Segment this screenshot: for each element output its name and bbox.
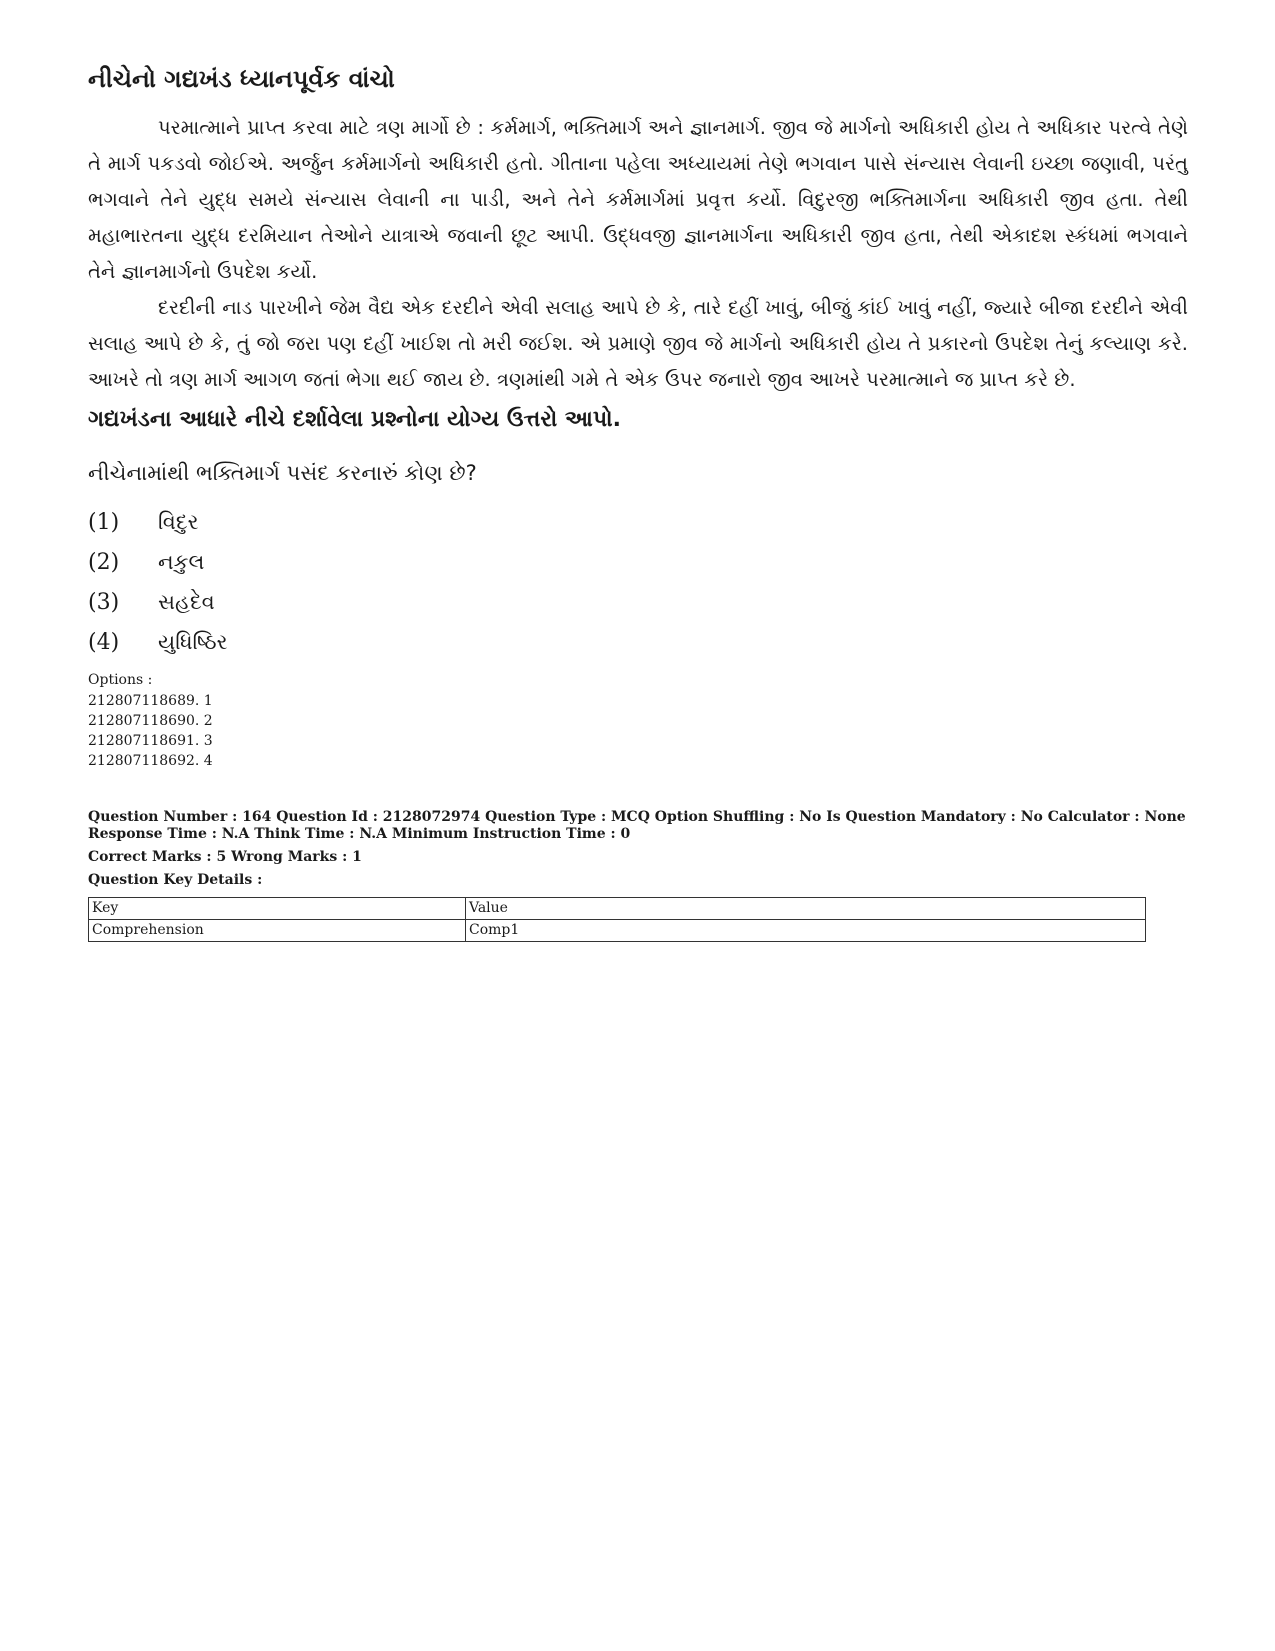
option-id-1: 212807118689. 1 — [88, 693, 213, 709]
question-page — [88, 62, 1188, 942]
table-header-value: Value — [466, 898, 1146, 920]
choice-number: (4) — [88, 629, 120, 655]
table-header-key: Key — [89, 898, 466, 920]
options-list — [88, 670, 1188, 771]
choice-number: (1) — [88, 509, 120, 535]
answer-choices — [88, 502, 1188, 662]
question-text: નીચેનામાંથી ભક્તિમાર્ગ પસંદ કરનારું કોણ છે? — [88, 461, 477, 485]
metadata-line-2: Response Time : N.A Think Time : N.A Minimum Instruction Time : 0 — [88, 826, 631, 842]
option-id-3: 212807118691. 3 — [88, 733, 213, 749]
answer-choice-4 — [88, 622, 1188, 662]
choice-label: સહદેવ — [158, 589, 215, 614]
answer-choice-1 — [88, 502, 1188, 542]
answer-choice-2 — [88, 542, 1188, 582]
instruction-heading: ગદ્યખંડના આધારે નીચે દર્શાવેલા પ્રશ્નોના યોગ્ય ઉત્તરો આપો. — [88, 407, 621, 432]
choice-number: (3) — [88, 589, 120, 615]
passage-paragraph-1: પરમાત્માને પ્રાપ્ત કરવા માટે ત્રણ માર્ગો છે : કર્મમાર્ગ, ભક્તિમાર્ગ અને જ્ઞાનમાર્ગ. જીવ જે માર્ગનો અધિકારી હોય તે અધિકાર પરત્વે તેણે તે માર્ગ પકડવો જોઈએ. અર્જુન કર્મમાર્ગનો અધિકારી હતો. ગીતાના પહેલા અધ્યાયમાં તેણે ભગવાન પાસે સંન્યાસ લેવાની ઇચ્છા જણાવી, પરંતુ ભગવાને તેને યુદ્ધ સમયે સંન્યાસ લેવાની ના પાડી, અને તેને કર્મમાર્ગમાં પ્રવૃત્ત કર્યો. વિદુરજી ભક્તિમાર્ગના અધિકારી જીવ હતા. તેથી મહાભારતના યુદ્ધ દરમિયાન તેઓને યાત્રાએ જવાની છૂટ આપી. ઉદ્ધવજી જ્ઞાનમાર્ગના અધિકારી જીવ હતા, તેથી એકાદશ સ્કંધમાં ભગવાને તેને જ્ઞાનમાર્ગનો ઉપદેશ કર્યો. — [88, 116, 1188, 283]
answer-choice-3 — [88, 582, 1188, 622]
passage-paragraph-2: દરદીની નાડ પારખીને જેમ વૈદ્ય એક દરદીને એવી સલાહ આપે છે કે, તારે દહીં ખાવું, બીજું કાંઈ ખાવું નહીં, જ્યારે બીજા દરદીને એવી સલાહ આપે છે કે, તું જો જરા પણ દહીં ખાઈશ તો મરી જઈશ. એ પ્રમાણે જીવ જે માર્ગનો અધિકારી હોય તે પ્રકારનો ઉપદેશ તેનું કલ્યાણ કરે. આખરે તો ત્રણ માર્ગ આગળ જતાં ભેગા થઈ જાય છે. ત્રણમાંથી ગમે તે એક ઉપર જનારો જીવ આખરે પરમાત્માને જ પ્રાપ્ત કરે છે. — [88, 296, 1188, 391]
table-row — [89, 920, 1146, 942]
passage-heading: નીચેનો ગદ્યખંડ ધ્યાનપૂર્વક વાંચો — [88, 65, 395, 93]
option-id-2: 212807118690. 2 — [88, 713, 213, 729]
option-id-4: 212807118692. 4 — [88, 753, 213, 769]
key-details-label: Question Key Details : — [88, 872, 263, 888]
choice-number: (2) — [88, 549, 120, 575]
question-metadata — [88, 809, 1188, 889]
table-header-row — [89, 898, 1146, 920]
choice-label: વિદુર — [158, 509, 199, 534]
marks-line: Correct Marks : 5 Wrong Marks : 1 — [88, 849, 362, 865]
choice-label: યુધિષ્ઠિર — [158, 629, 228, 654]
table-cell-value: Comp1 — [466, 920, 1146, 942]
key-details-table — [88, 897, 1146, 942]
choice-label: નકુલ — [158, 549, 205, 574]
table-cell-key: Comprehension — [89, 920, 466, 942]
metadata-line-1: Question Number : 164 Question Id : 2128072974 Question Type : MCQ Option Shuffling : No Is Question Mandatory : No Calculator : None — [88, 809, 1186, 825]
options-label: Options : — [88, 672, 153, 688]
